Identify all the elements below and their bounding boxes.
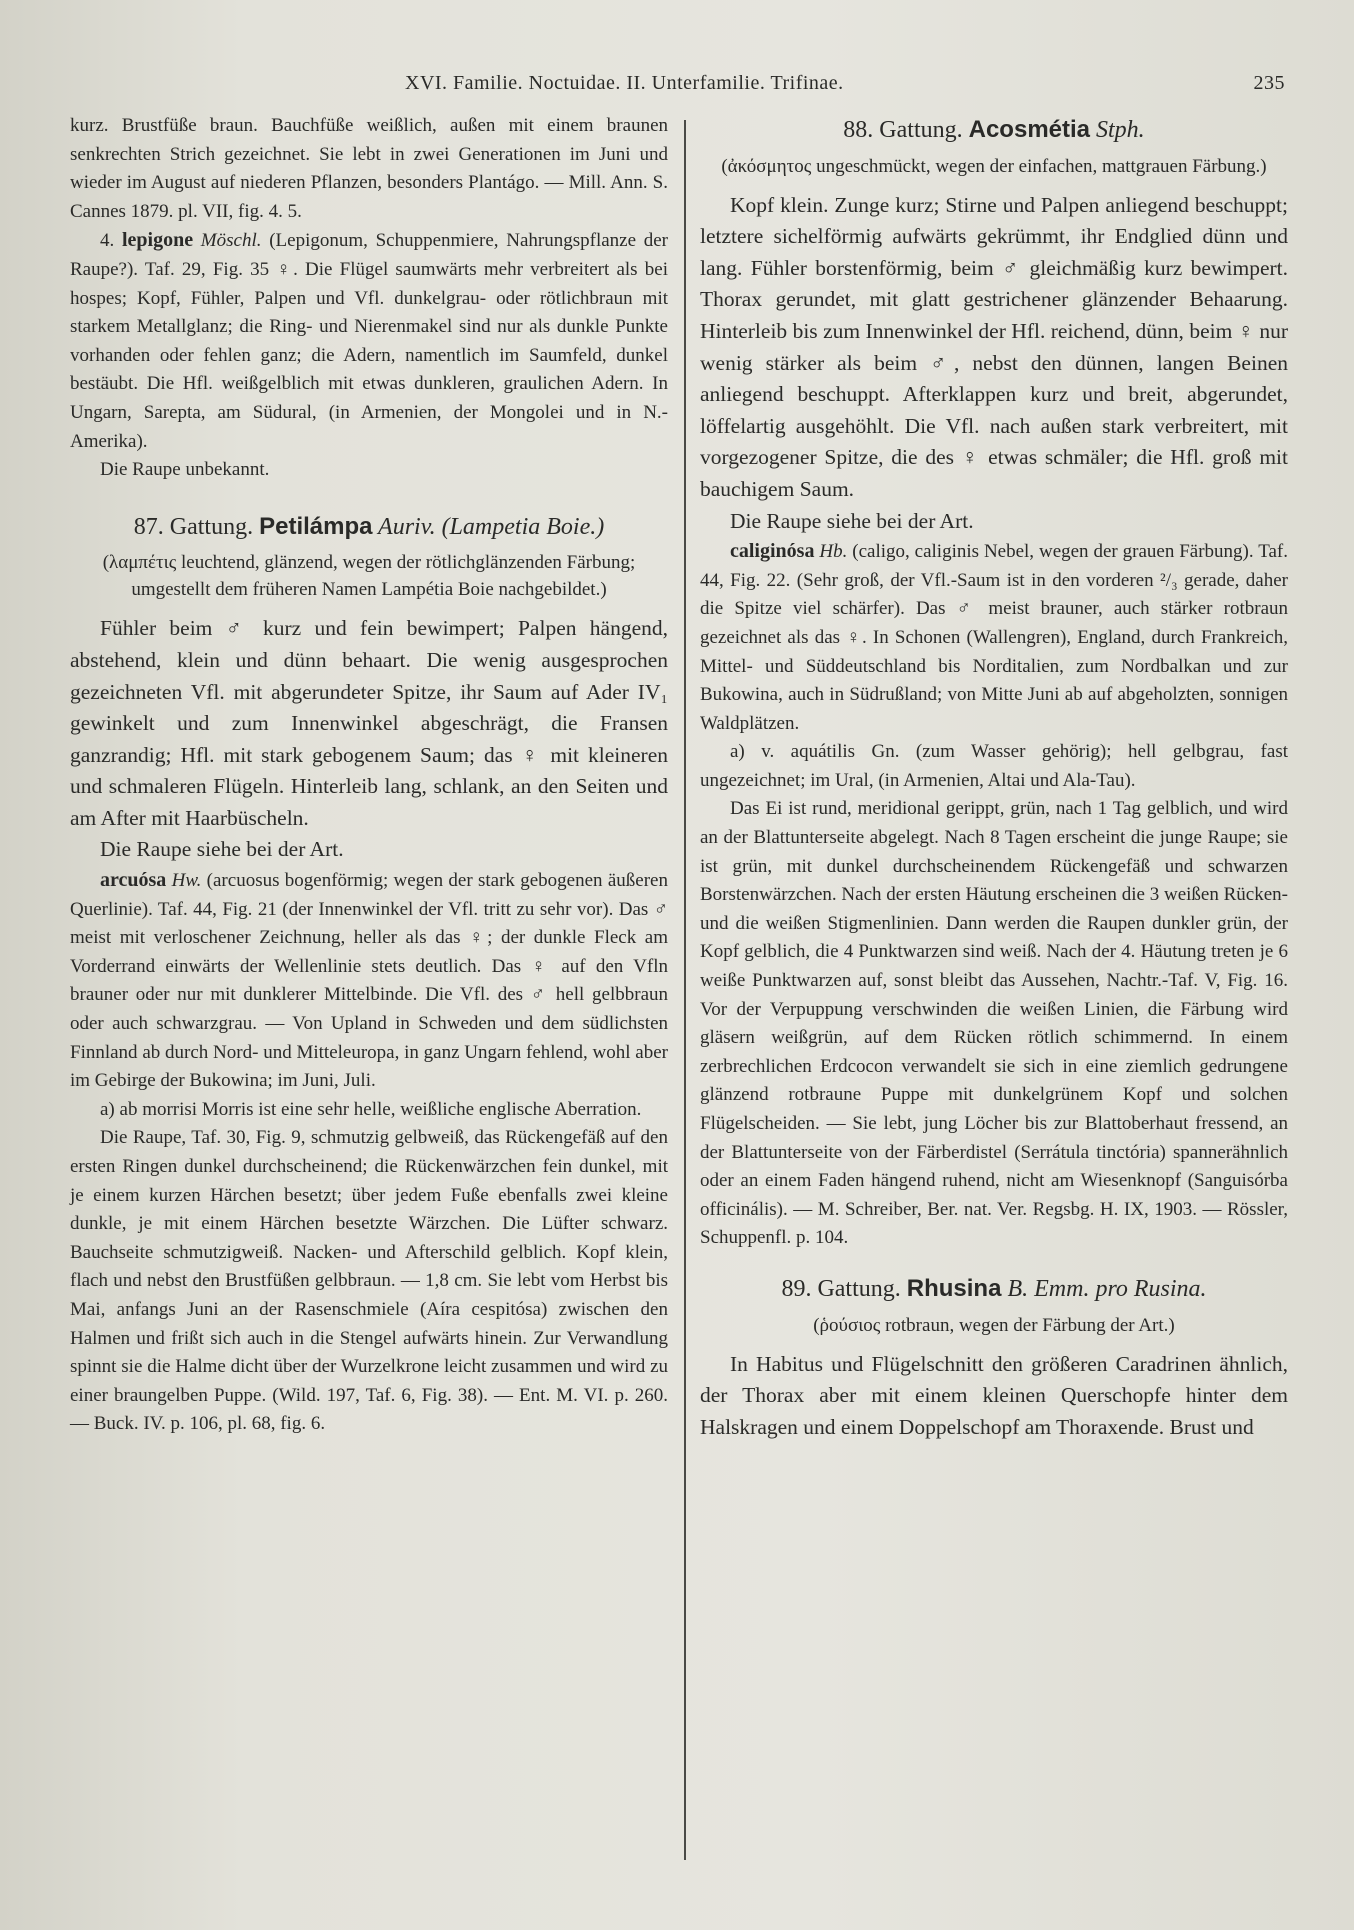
paragraph-lepigone: 4. lepigone Möschl. (Lepigonum, Schuppenmiere, Nahrungspflanze der Raupe?). Taf. 29, Fig. 35 ♀. Die Flügel saumwärts mehr verbreitert als bei hospes; Kopf, Fühler, Palpen und Vfl. dunkelgrau- oder rötlichbraun mit starkem Metallglanz; die Ring- und Nierenmakel sind nur als dunkle Punkte vorhanden oder fehlen ganz; die Adern, namentlich im Saumfeld, dunkel bestäubt. Die Hfl. weißgelblich mit etwas dunkleren, graulichen Adern. In Ungarn, Sarepta, am Südural, (in Armenien, der Mongolei und in N.-Amerika). <box>70 229 669 452</box>
genus-author: B. Emm. pro Rusina. <box>1001 1275 1207 1302</box>
species-name-caliginosa: caliginósa <box>730 540 815 563</box>
species-author: Hw. <box>166 870 202 892</box>
running-title: XVI. Familie. Noctuidae. II. Unterfamilie. Trifinae. <box>405 72 844 94</box>
genus-name: Petilámpa <box>259 512 373 540</box>
genus-name: Rhusina <box>906 1274 1002 1302</box>
raupe-note-87: Die Raupe siehe bei der Art. <box>100 837 344 862</box>
paragraph-arcuosa: arcuósa Hw. (arcuosus bogenförmig; wegen der stark gebogenen äußeren Querlinie). Taf. 44, Fig. 21 (der Innenwinkel der Vfl. tritt zu sehr vor). Das ♂ meist mit verloschener Zeichnung, heller als das ♀; der dunkle Fleck am Vorderrand einwärts der Wellenlinie stets deutlich. Das ♀ auf den Vfln brauner oder nur mit dunklerer Mittelbinde. Die Vfl. des ♂ hell gelbbraun oder auch schwarzgrau. — Von Upland in Schweden und dem südlichsten Finnland ab durch Nord- und Mitteleuropa, in ganz Ungarn fehlend, wohl aber im Gebirge der Bukowina; im Juni, Juli. <box>70 869 668 1092</box>
species-author: Hb. <box>814 541 848 563</box>
genus-heading-88: 88. Gattung. Acosmétia Stph. <box>843 116 1145 143</box>
page-number: 235 <box>1253 72 1285 94</box>
column-divider <box>684 120 686 1860</box>
genus-description-88: Kopf klein. Zunge kurz; Stirne und Palpen anliegend beschuppt; letztere sichelförmig aufwärts gekrümmt, ihr Endglied dünn und lang. Fühler borstenförmig, beim ♂ gleichmäßig kurz bewimpert. Thorax gerundet, mit glatt gestrichener glänzender Behaarung. Hinterleib bis zum Innenwinkel der Hfl. reichend, dünn, beim ♀ nur wenig stärker als beim ♂, nebst den dünnen, langen Beinen anliegend beschuppt. Afterklappen kurz und breit, abgerundet, löffelartig ausgehöhlt. Die Vfl. nach außen stark verbreitert, mit vorgezogener Spitze, die des ♀ etwas schmäler; die Hfl. groß mit bauchigem Saum. <box>700 192 1288 501</box>
paragraph-caliginosa: caliginósa Hb. (caligo, caliginis Nebel, wegen der grauen Färbung). Taf. 44, Fig. 22. (Sehr groß, der Vfl.-Saum ist in den vorderen ²/₃ gerade, daher die Spitze viel schärfer). Das ♂ meist brauner, auch stärker rotbraun gezeichnet als das ♀. In Schonen (Wallengren), England, durch Frankreich, Mittel- und Süddeutschland bis Norditalien, zum Nordbalkan und zur Bukowina, auch in Südrußland; von Mitte Juni ab auf abgeholzten, sonnigen Waldplätzen. <box>700 540 1288 734</box>
species-name-lepigone: lepigone <box>121 229 194 252</box>
paragraph-ei-raupe: Das Ei ist rund, meridional gerippt, grün, nach 1 Tag gelblich, und wird an der Blattunterseite abgelegt. Nach 8 Tagen erscheint die junge Raupe; sie ist grün, mit dunkel durchscheinendem Rückengefäß und schwarzen Borstenwärzchen. Nach der ersten Häutung erscheinen die 3 weißen Rücken- und die weißen Stigmenlinien. Dann werden die Raupen dunkler grün, der Kopf gelblich, die 4 Punktwarzen sind weiß. Nach der 4. Häutung treten je 6 weiße Punktwarzen auf, sonst bleibt das Aussehen, Nachtr.-Taf. V, Fig. 16. Vor der Verpuppung verschwinden die weißen Linien, die Färbung wird gläsern weißgrün, auf dem Rücken rötlich schimmernd. In einem zerbrechlichen Erdcocon verwandelt sie sich in eine ziemlich gedrungene glänzend rotbraune Puppe mit dunkelgrünem Kopf und solchen Flügelscheiden. — Sie lebt, jung Löcher bis zur Blattoberhaut fressend, an der Blattunterseite von der Färberdistel (Serrátula tinctória) spannerähnlich oder an einem Faden hängend ruhend, nicht am Wiesenknopf (Sanguisórba officinális). — M. Schreiber, Ber. nat. Ver. Regsbg. H. IX, 1903. — Rössler, Schuppenfl. p. 104. <box>700 798 1288 1249</box>
raupe-note-88: Die Raupe siehe bei der Art. <box>730 508 974 533</box>
running-header <box>405 72 1285 95</box>
genus-description-89: In Habitus und Flügelschnitt den größeren Caradrinen ähnlich, der Thorax aber mit einem kleinen Querschopfe hinter dem Halskragen und einem Doppelschopf am Thoraxende. Brust und <box>700 1351 1288 1439</box>
paragraph-hospes-end: kurz. Brustfüße braun. Bauchfüße weißlich, außen mit einem braunen senkrechten Strich gezeichnet. Sie lebt in zwei Generationen im Juni und wieder im August auf niederen Pflanzen, besonders Plantágo. — Mill. Ann. S. Cannes 1879. pl. VII, fig. 4. 5. <box>70 115 668 222</box>
species-name-arcuosa: arcuósa <box>100 869 167 892</box>
genus-etymology-89: (ῥούσιος rotbraun, wegen der Färbung der Art.) <box>813 1314 1175 1336</box>
left-column <box>70 112 668 1439</box>
genus-etymology-87: (λαμπέτις leuchtend, glänzend, wegen der rötlichglänzenden Färbung; umgestellt dem früheren Namen Lampétia Boie nachgebildet.) <box>102 552 636 601</box>
paragraph-morrisi: a) ab morrisi Morris ist eine sehr helle, weißliche englische Aberration. <box>100 1098 642 1120</box>
genus-heading-89: 89. Gattung. Rhusina B. Emm. pro Rusina. <box>781 1274 1207 1302</box>
right-column <box>700 112 1288 1443</box>
genus-author: Auriv. (Lampetia Boie.) <box>372 513 605 540</box>
genus-heading-87: 87. Gattung. Petilámpa Auriv. (Lampetia Boie.) <box>133 512 605 540</box>
species-author: Möschl. <box>193 230 262 252</box>
paragraph-raupe-arcuosa: Die Raupe, Taf. 30, Fig. 9, schmutzig gelbweiß, das Rückengefäß auf den ersten Ringen dunkel durchscheinend; die Rückenwärzchen fein dunkel, mit je einem kurzen Härchen besetzt; über jedem Fuße ebenfalls zwei kleine dunkle, je mit einem Härchen besetzte Wärzchen. Die Lüfter schwarz. Bauchseite schmutzigweiß. Nacken- und Afterschild gelblich. Kopf klein, flach und nebst den Brustfüßen gelbbraun. — 1,8 cm. Sie lebt vom Herbst bis Mai, anfangs Juni an der Rasenschmiele (Aíra cespitósa) zwischen den Halmen und frißt sich auch in die Stengel aufwärts hinein. Zur Verwandlung spinnt sie die Halme dicht über der Wurzelkrone leicht zusammen und wird zu einer braungelben Puppe. (Wild. 197, Taf. 6, Fig. 38). — Ent. M. VI. p. 260. — Buck. IV. p. 106, pl. 68, fig. 6. <box>70 1127 668 1435</box>
genus-etymology-88: (ἀκόσμητος ungeschmückt, wegen der einfachen, mattgrauen Färbung.) <box>721 155 1267 177</box>
paragraph-aquatilis: a) v. aquátilis Gn. (zum Wasser gehörig); hell gelbgrau, fast ungezeichnet; im Ural, (in Armenien, Altai und Ala-Tau). <box>700 741 1288 791</box>
genus-name: Acosmétia <box>968 116 1091 143</box>
genus-description-87: Fühler beim ♂ kurz und fein bewimpert; Palpen hängend, abstehend, klein und dünn behaart. Die wenig ausgesprochen gezeichneten Vfl. mit abgerundeter Spitze, ihr Saum auf Ader IV₁ gewinkelt und zum Innenwinkel abgeschrägt, die Fransen ganzrandig; Hfl. mit stark gebogenem Saum; das ♀ mit kleineren und schmaleren Flügeln. Hinterleib lang, schlank, an den Seiten und am After mit Haarbüscheln. <box>70 616 668 830</box>
paragraph-raupe-unbekannt: Die Raupe unbekannt. <box>100 459 270 481</box>
genus-author: Stph. <box>1090 117 1145 143</box>
